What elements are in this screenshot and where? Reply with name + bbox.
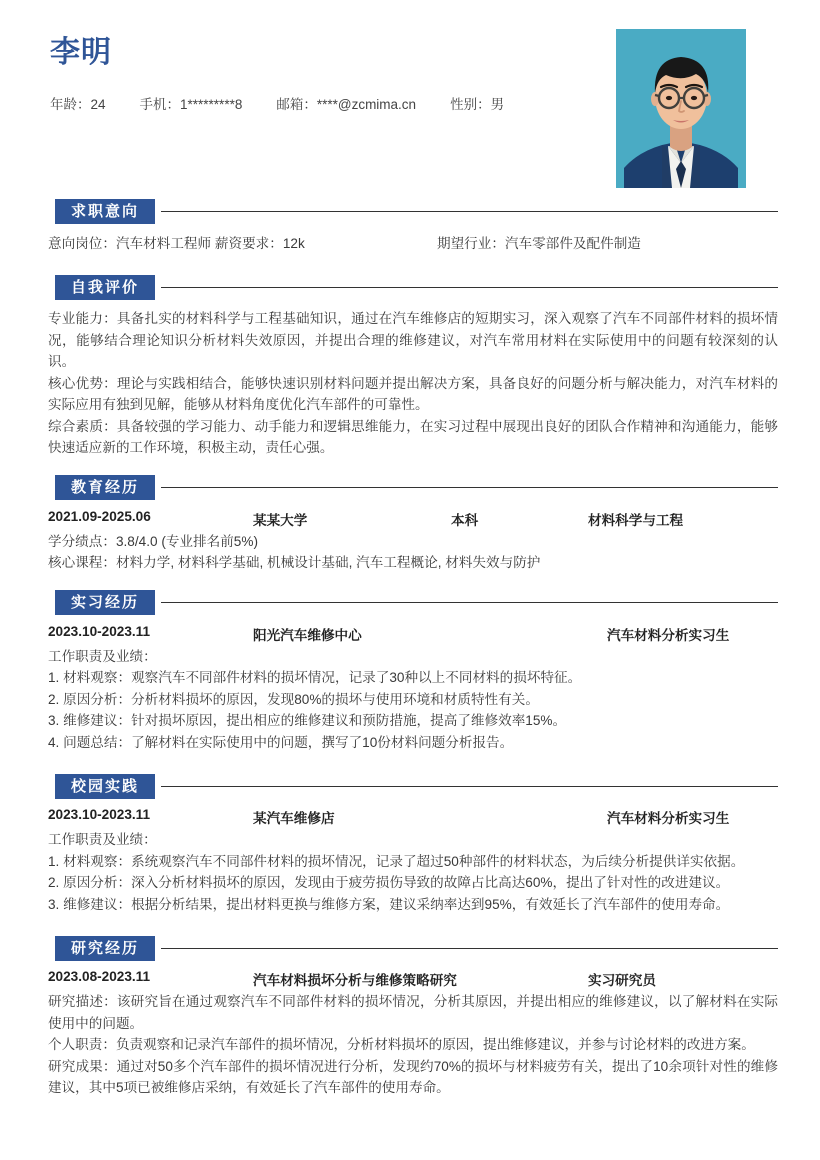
avatar <box>616 29 746 188</box>
campus-role: 汽车材料分析实习生 <box>607 811 730 826</box>
section-header-campus-practice <box>0 771 820 801</box>
research-role: 实习研究员 <box>588 973 656 988</box>
contact-phone <box>140 93 243 113</box>
contact-phone-value: 1*********8 <box>180 97 243 112</box>
internship-details <box>48 646 778 754</box>
job-intent-row <box>48 232 778 254</box>
self-evaluation-paragraph: 核心优势：理论与实践相结合，能够快速识别材料问题并提出解决方案，具备良好的问题分析与解决能力，对汽车材料的实际应用有独到见解，能够从材料角度优化汽车部件的可靠性。 <box>48 375 778 412</box>
internship-subheading: 工作职责及业绩： <box>48 648 157 664</box>
section-title-self-evaluation: 自我评价 <box>55 275 155 300</box>
education-gpa: 学分绩点：3.8/4.0 (专业排名前5%) <box>48 533 258 549</box>
campus-date: 2023.10-2023.11 <box>48 807 151 822</box>
section-divider <box>161 786 778 787</box>
section-campus-practice <box>0 771 820 915</box>
contact-phone-label: 手机： <box>139 97 181 112</box>
education-date: 2021.09-2025.06 <box>48 508 151 524</box>
resume-header <box>0 0 820 196</box>
page-title: 李明 <box>50 36 112 69</box>
contact-age <box>50 93 106 113</box>
section-internship <box>0 588 820 754</box>
section-title-job-intent: 求职意向 <box>55 199 155 224</box>
portrait-photo-icon <box>616 29 746 188</box>
contact-age-label: 年龄： <box>50 97 91 112</box>
section-divider <box>161 211 778 212</box>
research-duties: 个人职责：负责观察和记录汽车部件的损坏情况，分析材料损坏的原因，提出维修建议，并参与讨论材料的改进方案。 <box>48 1037 755 1052</box>
section-header-education <box>0 473 820 503</box>
spacer <box>0 753 820 771</box>
spacer <box>0 574 820 588</box>
section-header-internship <box>0 588 820 618</box>
section-header-self-evaluation <box>0 272 820 302</box>
campus-bullet: 2. 原因分析：深入分析材料损坏的原因，发现由于疲劳损伤导致的故障占比高达60%，提出了针对性的改进建议。 <box>48 875 730 890</box>
campus-bullet: 1. 材料观察：系统观察汽车不同部件材料的损坏情况，记录了超过50种部件的材料状态，为后续分析提供详实依据。 <box>48 853 745 869</box>
education-major: 材料科学与工程 <box>588 512 684 528</box>
research-project: 汽车材料损坏分析与维修策略研究 <box>253 973 457 988</box>
education-details <box>48 531 778 574</box>
job-intent-position: 意向岗位：汽车材料工程师 薪资要求：12k <box>48 236 305 251</box>
section-title-education: 教育经历 <box>55 475 155 500</box>
section-divider <box>161 602 778 603</box>
campus-meta-row <box>48 807 778 829</box>
contact-age-value: 24 <box>90 97 106 112</box>
section-header-research <box>0 933 820 963</box>
self-evaluation-body <box>48 308 778 459</box>
campus-org: 某汽车维修店 <box>253 811 335 826</box>
job-intent-industry: 期望行业：汽车零部件及配件制造 <box>437 236 641 251</box>
spacer <box>0 254 820 272</box>
education-school: 某某大学 <box>253 512 308 528</box>
spacer <box>0 459 820 473</box>
internship-meta-row <box>48 624 778 646</box>
contact-gender-value: 男 <box>490 97 505 112</box>
internship-bullet: 1. 材料观察：观察汽车不同部件材料的损坏情况，记录了30种以上不同材料的损坏特征。 <box>48 670 582 685</box>
section-job-intent <box>0 196 820 254</box>
section-title-campus-practice: 校园实践 <box>55 774 155 799</box>
research-date: 2023.08-2023.11 <box>48 969 151 984</box>
campus-details <box>48 829 778 915</box>
internship-bullet: 2. 原因分析：分析材料损坏的原因，发现80%的损坏与使用环境和材质特性有关。 <box>48 691 539 707</box>
section-education <box>0 473 820 574</box>
research-description: 研究描述：该研究旨在通过观察汽车不同部件材料的损坏情况，分析其原因，并提出相应的维修建议，以了解材料在实际使用中的问题。 <box>48 994 778 1031</box>
section-title-internship: 实习经历 <box>55 590 155 615</box>
contact-email <box>276 93 416 113</box>
education-meta-row <box>48 509 778 531</box>
internship-date: 2023.10-2023.11 <box>48 623 151 639</box>
internship-role: 汽车材料分析实习生 <box>607 627 730 643</box>
education-degree: 本科 <box>451 512 479 528</box>
campus-bullet: 3. 维修建议：根据分析结果，提出材料更换与维修方案，建议采纳率达到95%，有效延长了汽车部件的使用寿命。 <box>48 896 730 912</box>
internship-bullet: 4. 问题总结：了解材料在实际使用中的问题，撰写了10份材料问题分析报告。 <box>48 734 514 750</box>
spacer <box>0 915 820 933</box>
contact-gender <box>450 93 504 113</box>
self-evaluation-paragraph: 专业能力：具备扎实的材料科学与工程基础知识，通过在汽车维修店的短期实习，深入观察了汽车不同部件材料的损坏情况，能够结合理论知识分析材料失效原因，并提出合理的维修建议，对汽车常用材料在实际使用中的问题有较深刻的认识。 <box>48 311 778 369</box>
education-courses: 核心课程：材料力学, 材料科学基础, 机械设计基础, 汽车工程概论, 材料失效与防护 <box>48 555 541 570</box>
research-achievements: 研究成果：通过对50多个汽车部件的损坏情况进行分析，发现约70%的损坏与材料疲劳有关，提出了10余项针对性的维修建议，其中5项已被维修店采纳，有效延长了汽车部件的使用寿命。 <box>48 1058 778 1095</box>
section-title-research: 研究经历 <box>55 936 155 961</box>
section-divider <box>161 948 778 949</box>
internship-bullet: 3. 维修建议：针对损坏原因，提出相应的维修建议和预防措施，提高了维修效率15%。 <box>48 713 567 728</box>
research-meta-row <box>48 969 778 991</box>
section-self-evaluation <box>0 272 820 459</box>
section-research <box>0 933 820 1099</box>
section-divider <box>161 287 778 288</box>
self-evaluation-paragraph: 综合素质：具备较强的学习能力、动手能力和逻辑思维能力，在实习过程中展现出良好的团队合作精神和沟通能力，能够快速适应新的工作环境，积极主动，责任心强。 <box>48 418 778 455</box>
contact-email-label: 邮箱： <box>276 97 317 112</box>
section-header-job-intent <box>0 196 820 226</box>
contact-email-value: ****@zcmima.cn <box>316 97 417 112</box>
section-divider <box>161 487 778 488</box>
internship-org: 阳光汽车维修中心 <box>253 627 362 643</box>
campus-subheading: 工作职责及业绩： <box>48 832 157 847</box>
research-details <box>48 991 778 1099</box>
contact-gender-label: 性别： <box>450 97 491 112</box>
contact-row <box>50 93 504 113</box>
